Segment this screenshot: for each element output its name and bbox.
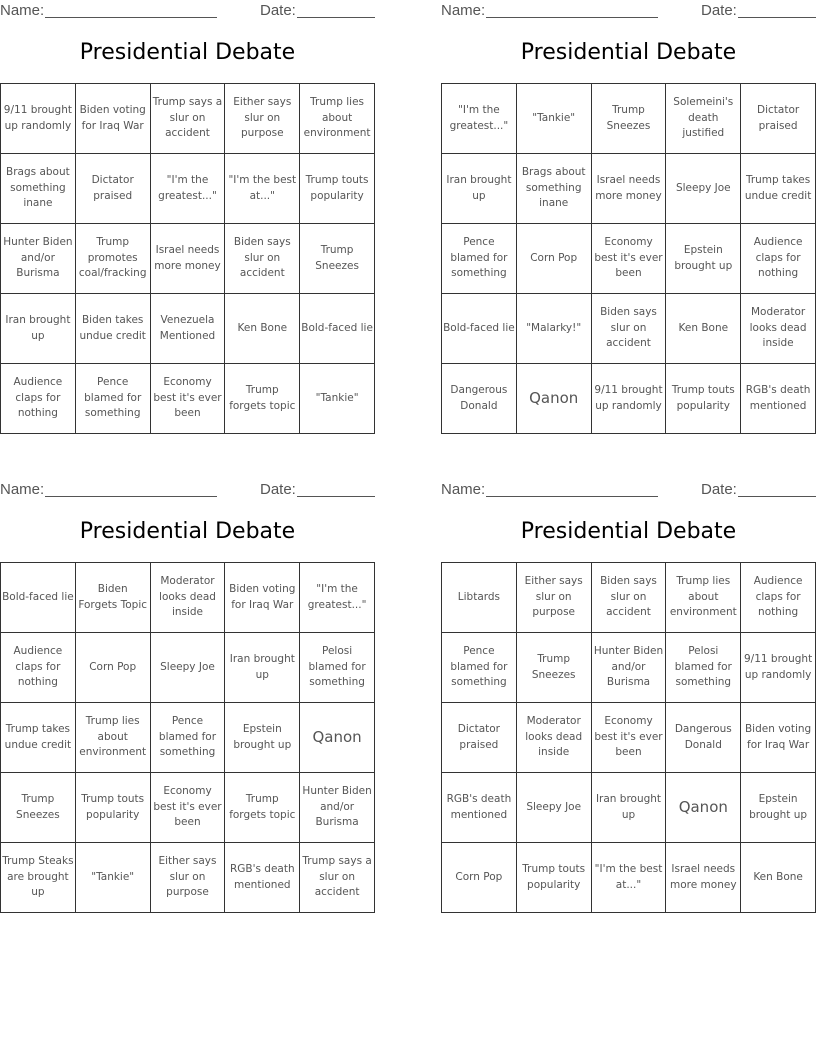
bingo-cell: Trump touts popularity bbox=[300, 154, 375, 224]
bingo-cell: Epstein brought up bbox=[225, 703, 300, 773]
bingo-cell: Corn Pop bbox=[442, 843, 517, 913]
bingo-cell: Trump Sneezes bbox=[300, 224, 375, 294]
bingo-cell: Moderator looks dead inside bbox=[151, 563, 226, 633]
bingo-cell: Audience claps for nothing bbox=[1, 364, 76, 434]
bingo-cell: Solemeini's death justified bbox=[666, 84, 741, 154]
card-title: Presidential Debate bbox=[79, 40, 296, 65]
bingo-grid bbox=[441, 562, 816, 913]
bingo-cell: Biden voting for Iraq War bbox=[225, 563, 300, 633]
card-header bbox=[441, 2, 816, 20]
bingo-cell: Iran brought up bbox=[225, 633, 300, 703]
bingo-cell: Hunter Biden and/or Burisma bbox=[592, 633, 667, 703]
bingo-cell: Pence blamed for something bbox=[76, 364, 151, 434]
date-blank-line bbox=[738, 496, 816, 497]
card-header bbox=[0, 481, 376, 499]
bingo-cell: Either says slur on purpose bbox=[225, 84, 300, 154]
bingo-cell: "I'm the greatest..." bbox=[300, 563, 375, 633]
bingo-cell: Pence blamed for something bbox=[442, 224, 517, 294]
bingo-cell: Audience claps for nothing bbox=[741, 224, 816, 294]
bingo-cell: "Tankie" bbox=[517, 84, 592, 154]
bingo-cell: Economy best it's ever been bbox=[592, 703, 667, 773]
name-label: Name: bbox=[0, 481, 45, 498]
bingo-card bbox=[0, 0, 376, 440]
bingo-cell: Pelosi blamed for something bbox=[666, 633, 741, 703]
bingo-cell: Israel needs more money bbox=[592, 154, 667, 224]
bingo-cell: Trump Sneezes bbox=[592, 84, 667, 154]
card-title: Presidential Debate bbox=[520, 40, 737, 65]
bingo-cell: "Malarky!" bbox=[517, 294, 592, 364]
bingo-cell: Economy best it's ever been bbox=[151, 364, 226, 434]
bingo-cell: Dictator praised bbox=[442, 703, 517, 773]
bingo-cell: 9/11 brought up randomly bbox=[1, 84, 76, 154]
bingo-cell: "I'm the greatest..." bbox=[151, 154, 226, 224]
bingo-cell: Trump touts popularity bbox=[517, 843, 592, 913]
bingo-cell: Pelosi blamed for something bbox=[300, 633, 375, 703]
bingo-cell: Qanon bbox=[666, 773, 741, 843]
name-label: Name: bbox=[441, 481, 486, 498]
bingo-cell: Pence blamed for something bbox=[151, 703, 226, 773]
bingo-grid bbox=[0, 562, 375, 913]
bingo-grid bbox=[441, 83, 816, 434]
bingo-cell: Trump says a slur on accident bbox=[151, 84, 226, 154]
bingo-cell: Biden says slur on accident bbox=[592, 563, 667, 633]
bingo-cell: Either says slur on purpose bbox=[517, 563, 592, 633]
bingo-grid bbox=[0, 83, 375, 434]
bingo-cell: Moderator looks dead inside bbox=[741, 294, 816, 364]
bingo-cell: Trump Steaks are brought up bbox=[1, 843, 76, 913]
bingo-cell: RGB's death mentioned bbox=[741, 364, 816, 434]
bingo-cell: Bold-faced lie bbox=[442, 294, 517, 364]
bingo-cell: Dangerous Donald bbox=[442, 364, 517, 434]
bingo-cell: Moderator looks dead inside bbox=[517, 703, 592, 773]
bingo-cell: Trump forgets topic bbox=[225, 773, 300, 843]
bingo-cell: Trump lies about environment bbox=[666, 563, 741, 633]
bingo-cell: Trump forgets topic bbox=[225, 364, 300, 434]
date-blank-line bbox=[297, 17, 375, 18]
bingo-cell: 9/11 brought up randomly bbox=[592, 364, 667, 434]
bingo-cell: Trump says a slur on accident bbox=[300, 843, 375, 913]
bingo-cell: 9/11 brought up randomly bbox=[741, 633, 816, 703]
bingo-cell: Trump takes undue credit bbox=[1, 703, 76, 773]
bingo-cell: Qanon bbox=[300, 703, 375, 773]
bingo-cell: Corn Pop bbox=[517, 224, 592, 294]
bingo-cell: "I'm the best at..." bbox=[592, 843, 667, 913]
bingo-cell: Hunter Biden and/or Burisma bbox=[300, 773, 375, 843]
bingo-cell: Biden says slur on accident bbox=[592, 294, 667, 364]
card-title: Presidential Debate bbox=[79, 519, 296, 544]
bingo-cell: Brags about something inane bbox=[517, 154, 592, 224]
bingo-cell: Iran brought up bbox=[592, 773, 667, 843]
bingo-cell: "I'm the best at..." bbox=[225, 154, 300, 224]
bingo-cell: Bold-faced lie bbox=[1, 563, 76, 633]
bingo-cell: Qanon bbox=[517, 364, 592, 434]
bingo-card bbox=[441, 479, 816, 919]
bingo-cell: Dictator praised bbox=[741, 84, 816, 154]
bingo-cell: Epstein brought up bbox=[666, 224, 741, 294]
bingo-cell: Ken Bone bbox=[741, 843, 816, 913]
bingo-cell: Trump lies about environment bbox=[76, 703, 151, 773]
bingo-cell: Dictator praised bbox=[76, 154, 151, 224]
bingo-card bbox=[441, 0, 816, 440]
bingo-cell: Trump takes undue credit bbox=[741, 154, 816, 224]
bingo-cell: Trump lies about environment bbox=[300, 84, 375, 154]
bingo-card bbox=[0, 479, 376, 919]
bingo-cell: Venezuela Mentioned bbox=[151, 294, 226, 364]
bingo-cell: Economy best it's ever been bbox=[592, 224, 667, 294]
bingo-cell: Pence blamed for something bbox=[442, 633, 517, 703]
bingo-cell: Audience claps for nothing bbox=[741, 563, 816, 633]
bingo-cell: Epstein brought up bbox=[741, 773, 816, 843]
date-label: Date: bbox=[260, 481, 296, 498]
date-blank-line bbox=[297, 496, 375, 497]
bingo-cell: Biden voting for Iraq War bbox=[76, 84, 151, 154]
bingo-cell: RGB's death mentioned bbox=[442, 773, 517, 843]
bingo-cell: Dangerous Donald bbox=[666, 703, 741, 773]
bingo-cell: Biden Forgets Topic bbox=[76, 563, 151, 633]
bingo-cell: Biden says slur on accident bbox=[225, 224, 300, 294]
bingo-cell: Biden voting for Iraq War bbox=[741, 703, 816, 773]
bingo-cell: Trump Sneezes bbox=[517, 633, 592, 703]
bingo-cell: Audience claps for nothing bbox=[1, 633, 76, 703]
bingo-cell: Brags about something inane bbox=[1, 154, 76, 224]
card-title: Presidential Debate bbox=[520, 519, 737, 544]
bingo-cell: Ken Bone bbox=[225, 294, 300, 364]
bingo-cell: Israel needs more money bbox=[666, 843, 741, 913]
name-blank-line bbox=[45, 17, 217, 18]
name-blank-line bbox=[45, 496, 217, 497]
bingo-cell: "Tankie" bbox=[76, 843, 151, 913]
bingo-cell: Bold-faced lie bbox=[300, 294, 375, 364]
bingo-cell: Hunter Biden and/or Burisma bbox=[1, 224, 76, 294]
card-header bbox=[0, 2, 376, 20]
bingo-cell: Biden takes undue credit bbox=[76, 294, 151, 364]
bingo-cell: Iran brought up bbox=[1, 294, 76, 364]
bingo-cell: "I'm the greatest..." bbox=[442, 84, 517, 154]
bingo-cell: Libtards bbox=[442, 563, 517, 633]
name-blank-line bbox=[486, 496, 658, 497]
bingo-cell: Trump touts popularity bbox=[76, 773, 151, 843]
bingo-cell: Trump Sneezes bbox=[1, 773, 76, 843]
bingo-cell: Corn Pop bbox=[76, 633, 151, 703]
date-label: Date: bbox=[701, 2, 737, 19]
bingo-cell: Iran brought up bbox=[442, 154, 517, 224]
bingo-cell: Trump promotes coal/fracking bbox=[76, 224, 151, 294]
bingo-cell: Sleepy Joe bbox=[666, 154, 741, 224]
bingo-cell: "Tankie" bbox=[300, 364, 375, 434]
bingo-cell: Sleepy Joe bbox=[517, 773, 592, 843]
date-label: Date: bbox=[260, 2, 296, 19]
date-blank-line bbox=[738, 17, 816, 18]
name-label: Name: bbox=[441, 2, 486, 19]
name-label: Name: bbox=[0, 2, 45, 19]
name-blank-line bbox=[486, 17, 658, 18]
bingo-cell: Sleepy Joe bbox=[151, 633, 226, 703]
bingo-cell: Trump touts popularity bbox=[666, 364, 741, 434]
card-header bbox=[441, 481, 816, 499]
bingo-cell: Israel needs more money bbox=[151, 224, 226, 294]
date-label: Date: bbox=[701, 481, 737, 498]
bingo-cell: Economy best it's ever been bbox=[151, 773, 226, 843]
bingo-cell: Ken Bone bbox=[666, 294, 741, 364]
bingo-cell: Either says slur on purpose bbox=[151, 843, 226, 913]
bingo-cell: RGB's death mentioned bbox=[225, 843, 300, 913]
